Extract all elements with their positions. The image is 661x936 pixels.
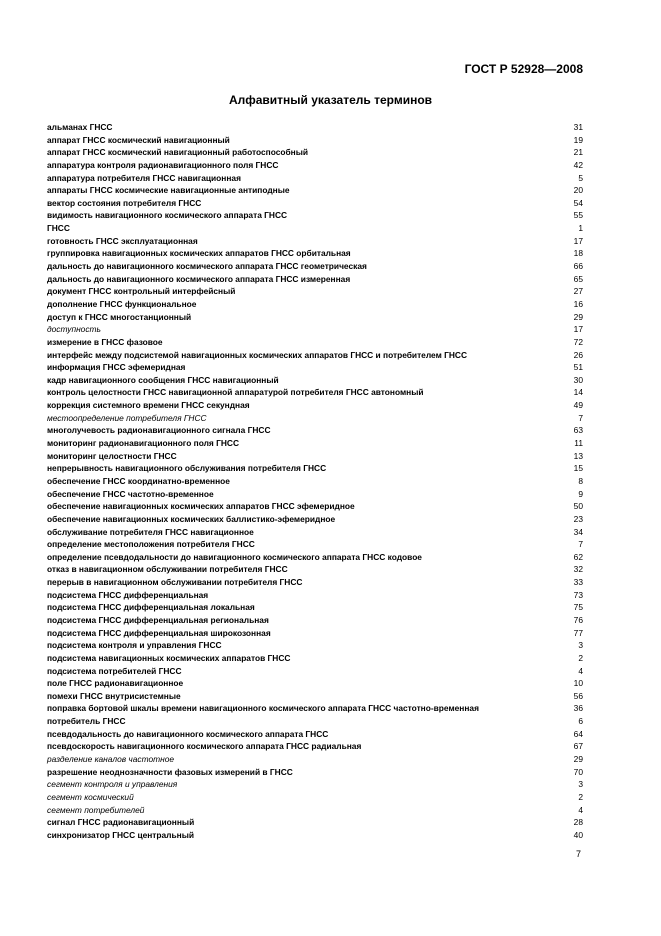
index-entry bbox=[47, 323, 583, 336]
index-entry bbox=[47, 172, 583, 185]
index-entry bbox=[47, 399, 583, 412]
index-term: обеспечение навигационных космических аппаратов ГНСС эфемеридное bbox=[47, 501, 355, 512]
index-entry bbox=[47, 614, 583, 627]
index-term: разрешение неоднозначности фазовых измерений в ГНСС bbox=[47, 766, 293, 777]
index-term: отказ в навигационном обслуживании потребителя ГНСС bbox=[47, 564, 288, 575]
index-term: альманах ГНСС bbox=[47, 122, 113, 132]
index-entry bbox=[47, 349, 583, 362]
index-page-ref: 8 bbox=[578, 475, 583, 486]
index-page-ref: 27 bbox=[573, 286, 583, 297]
index-entry bbox=[47, 538, 583, 551]
index-term: доступность bbox=[47, 324, 101, 335]
index-page-ref: 18 bbox=[573, 248, 583, 259]
index-page-ref: 17 bbox=[573, 235, 583, 246]
index-term: сегмент потребителей bbox=[47, 804, 145, 815]
index-page-ref: 29 bbox=[573, 311, 583, 322]
index-term: обслуживание потребителя ГНСС навигационное bbox=[47, 526, 254, 537]
index-entry bbox=[47, 488, 583, 501]
index-term: готовность ГНСС эксплуатационная bbox=[47, 235, 198, 246]
index-page-ref: 34 bbox=[573, 526, 583, 537]
index-page-ref: 50 bbox=[573, 501, 583, 512]
index-page-ref: 19 bbox=[573, 134, 583, 145]
index-page-ref: 65 bbox=[573, 273, 583, 284]
index-page-ref: 32 bbox=[573, 564, 583, 575]
index-term: поле ГНСС радионавигационное bbox=[47, 678, 184, 689]
index-entry bbox=[47, 627, 583, 640]
index-page-ref: 20 bbox=[573, 185, 583, 196]
index-term: разделение каналов частотное bbox=[47, 754, 175, 765]
index-term: мониторинг радионавигационного поля ГНСС bbox=[47, 438, 240, 449]
index-entry bbox=[47, 386, 583, 399]
index-page-ref: 2 bbox=[578, 791, 583, 802]
index-entry bbox=[47, 184, 583, 197]
index-term: мониторинг целостности ГНСС bbox=[47, 450, 177, 461]
index-entry bbox=[47, 766, 583, 779]
index-term: потребитель ГНСС bbox=[47, 716, 126, 727]
index-term: сегмент контроля и управления bbox=[47, 779, 178, 790]
index-entry bbox=[47, 665, 583, 678]
index-term: аппаратура контроля радионавигационного поля ГНСС bbox=[47, 159, 279, 170]
index-page-ref: 16 bbox=[573, 298, 583, 309]
index-page-ref: 56 bbox=[573, 690, 583, 701]
index-term: контроль целостности ГНСС навигационной аппаратурой потребителя ГНСС автономный bbox=[47, 387, 424, 398]
index-entry bbox=[47, 424, 583, 437]
index-term: подсистема ГНСС дифференциальная широкозонная bbox=[47, 627, 271, 638]
index-term: ГНСС bbox=[47, 223, 70, 234]
index-page-ref: 55 bbox=[573, 210, 583, 221]
index-page-ref: 3 bbox=[578, 779, 583, 790]
index-term: доступ к ГНСС многостанционный bbox=[47, 311, 192, 322]
index-term: синхронизатор ГНСС центральный bbox=[47, 829, 195, 840]
index-page-ref: 70 bbox=[573, 766, 583, 777]
index-term: обеспечение навигационных космических баллистико-эфемеридное bbox=[47, 513, 336, 524]
index-entry bbox=[47, 374, 583, 387]
index-page-ref: 4 bbox=[578, 665, 583, 676]
index-page-ref: 3 bbox=[578, 640, 583, 651]
index-term: обеспечение ГНСС частотно-временное bbox=[47, 488, 214, 499]
index-term: псевдоскорость навигационного космического аппарата ГНСС радиальная bbox=[47, 741, 362, 752]
index-entry bbox=[47, 222, 583, 235]
index-term: измерение в ГНСС фазовое bbox=[47, 336, 163, 347]
index-page-ref: 15 bbox=[573, 463, 583, 474]
document-code: ГОСТ Р 52928—2008 bbox=[464, 62, 583, 76]
index-entry bbox=[47, 804, 583, 817]
index-entry bbox=[47, 677, 583, 690]
index-entry bbox=[47, 146, 583, 159]
index-entry bbox=[47, 121, 583, 134]
index-page-ref: 7 bbox=[578, 539, 583, 550]
index-term: помехи ГНСС внутрисистемные bbox=[47, 690, 181, 701]
term-index-list bbox=[47, 121, 583, 842]
index-term: аппарат ГНСС космический навигационный bbox=[47, 134, 230, 145]
index-page-ref: 67 bbox=[573, 741, 583, 752]
index-entry bbox=[47, 652, 583, 665]
index-page-ref: 42 bbox=[573, 159, 583, 170]
index-term: подсистема ГНСС дифференциальная региональная bbox=[47, 614, 269, 625]
index-term: документ ГНСС контрольный интерфейсный bbox=[47, 286, 236, 297]
index-term: информация ГНСС эфемеридная bbox=[47, 362, 186, 373]
index-page-ref: 21 bbox=[573, 147, 583, 158]
index-page-ref: 5 bbox=[578, 172, 583, 183]
index-page-ref: 2 bbox=[578, 652, 583, 663]
index-page-ref: 31 bbox=[573, 122, 583, 132]
index-term: группировка навигационных космических аппаратов ГНСС орбитальная bbox=[47, 248, 351, 259]
index-page-ref: 66 bbox=[573, 261, 583, 272]
index-entry bbox=[47, 311, 583, 324]
index-term: подсистема контроля и управления ГНСС bbox=[47, 640, 222, 651]
index-term: подсистема ГНСС дифференциальная bbox=[47, 589, 209, 600]
index-term: дальность до навигационного космического аппарата ГНСС измеренная bbox=[47, 273, 351, 284]
index-page-ref: 40 bbox=[573, 829, 583, 840]
index-entry bbox=[47, 690, 583, 703]
index-entry bbox=[47, 816, 583, 829]
index-page-ref: 72 bbox=[573, 336, 583, 347]
index-entry bbox=[47, 829, 583, 842]
index-term: многолучевость радионавигационного сигнала ГНСС bbox=[47, 425, 271, 436]
index-entry bbox=[47, 412, 583, 425]
index-term: дальность до навигационного космического аппарата ГНСС геометрическая bbox=[47, 261, 367, 272]
index-entry bbox=[47, 361, 583, 374]
index-page-ref: 73 bbox=[573, 589, 583, 600]
index-term: псевдодальность до навигационного космического аппарата ГНСС bbox=[47, 728, 329, 739]
index-page-ref: 64 bbox=[573, 728, 583, 739]
index-entry bbox=[47, 728, 583, 741]
index-entry bbox=[47, 563, 583, 576]
index-term: видимость навигационного космического аппарата ГНСС bbox=[47, 210, 288, 221]
index-term: подсистема ГНСС дифференциальная локальная bbox=[47, 602, 255, 613]
index-term: сигнал ГНСС радионавигационный bbox=[47, 817, 195, 828]
index-entry bbox=[47, 209, 583, 222]
index-page-ref: 1 bbox=[578, 223, 583, 234]
index-term: местоопределение потребителя ГНСС bbox=[47, 412, 207, 423]
index-term: аппаратура потребителя ГНСС навигационная bbox=[47, 172, 241, 183]
index-page-ref: 36 bbox=[573, 703, 583, 714]
index-term: коррекция системного времени ГНСС секундная bbox=[47, 400, 250, 411]
index-page-ref: 75 bbox=[573, 602, 583, 613]
index-entry bbox=[47, 260, 583, 273]
index-page-ref: 17 bbox=[573, 324, 583, 335]
index-page-ref: 9 bbox=[578, 488, 583, 499]
index-page-ref: 77 bbox=[573, 627, 583, 638]
index-page-ref: 26 bbox=[573, 349, 583, 360]
index-entry bbox=[47, 551, 583, 564]
index-page-ref: 76 bbox=[573, 614, 583, 625]
index-entry bbox=[47, 273, 583, 286]
index-entry bbox=[47, 437, 583, 450]
index-term: определение псевдодальности до навигационного космического аппарата ГНСС кодовое bbox=[47, 551, 422, 562]
index-page-ref: 62 bbox=[573, 551, 583, 562]
index-entry bbox=[47, 247, 583, 260]
index-entry bbox=[47, 778, 583, 791]
index-term: перерыв в навигационном обслуживании потребителя ГНСС bbox=[47, 577, 303, 588]
index-term: аппараты ГНСС космические навигационные антиподные bbox=[47, 185, 290, 196]
page-title: Алфавитный указатель терминов bbox=[228, 93, 433, 107]
index-entry bbox=[47, 235, 583, 248]
index-entry bbox=[47, 285, 583, 298]
index-entry bbox=[47, 159, 583, 172]
index-entry bbox=[47, 791, 583, 804]
index-page-ref: 29 bbox=[573, 754, 583, 765]
index-term: интерфейс между подсистемой навигационных космических аппаратов ГНСС и потребителем ГНСС bbox=[47, 349, 468, 360]
page-number: 7 bbox=[575, 849, 581, 859]
index-page-ref: 13 bbox=[573, 450, 583, 461]
index-term: поправка бортовой шкалы времени навигационного космического аппарата ГНСС частотно-временная bbox=[47, 703, 479, 714]
index-term: вектор состояния потребителя ГНСС bbox=[47, 197, 202, 208]
index-page-ref: 28 bbox=[573, 817, 583, 828]
index-entry bbox=[47, 702, 583, 715]
index-entry bbox=[47, 450, 583, 463]
index-entry bbox=[47, 500, 583, 513]
index-entry bbox=[47, 576, 583, 589]
index-term: аппарат ГНСС космический навигационный работоспособный bbox=[47, 147, 309, 158]
index-page-ref: 49 bbox=[573, 400, 583, 411]
index-entry bbox=[47, 513, 583, 526]
index-entry bbox=[47, 197, 583, 210]
index-entry bbox=[47, 298, 583, 311]
index-term: подсистема навигационных космических аппаратов ГНСС bbox=[47, 652, 291, 663]
index-page-ref: 33 bbox=[573, 577, 583, 588]
index-entry bbox=[47, 336, 583, 349]
index-page-ref: 54 bbox=[573, 197, 583, 208]
index-page-ref: 30 bbox=[573, 374, 583, 385]
index-entry bbox=[47, 753, 583, 766]
index-page-ref: 7 bbox=[578, 412, 583, 423]
index-entry bbox=[47, 134, 583, 147]
index-page-ref: 14 bbox=[573, 387, 583, 398]
index-term: определение местоположения потребителя ГНСС bbox=[47, 539, 255, 550]
index-term: подсистема потребителей ГНСС bbox=[47, 665, 182, 676]
index-page-ref: 10 bbox=[573, 678, 583, 689]
index-term: сегмент космический bbox=[47, 791, 134, 802]
index-entry bbox=[47, 462, 583, 475]
index-entry bbox=[47, 715, 583, 728]
index-term: кадр навигационного сообщения ГНСС навигационный bbox=[47, 374, 279, 385]
index-entry bbox=[47, 475, 583, 488]
index-entry bbox=[47, 639, 583, 652]
index-page-ref: 4 bbox=[578, 804, 583, 815]
index-entry bbox=[47, 601, 583, 614]
index-term: непрерывность навигационного обслуживания потребителя ГНСС bbox=[47, 463, 327, 474]
index-page-ref: 23 bbox=[573, 513, 583, 524]
index-entry bbox=[47, 740, 583, 753]
index-page-ref: 51 bbox=[573, 362, 583, 373]
index-entry bbox=[47, 589, 583, 602]
index-term: обеспечение ГНСС координатно-временное bbox=[47, 475, 230, 486]
index-page-ref: 11 bbox=[574, 438, 583, 449]
index-page-ref: 63 bbox=[573, 425, 583, 436]
index-term: дополнение ГНСС функциональное bbox=[47, 298, 197, 309]
index-page-ref: 6 bbox=[578, 716, 583, 727]
index-entry bbox=[47, 526, 583, 539]
